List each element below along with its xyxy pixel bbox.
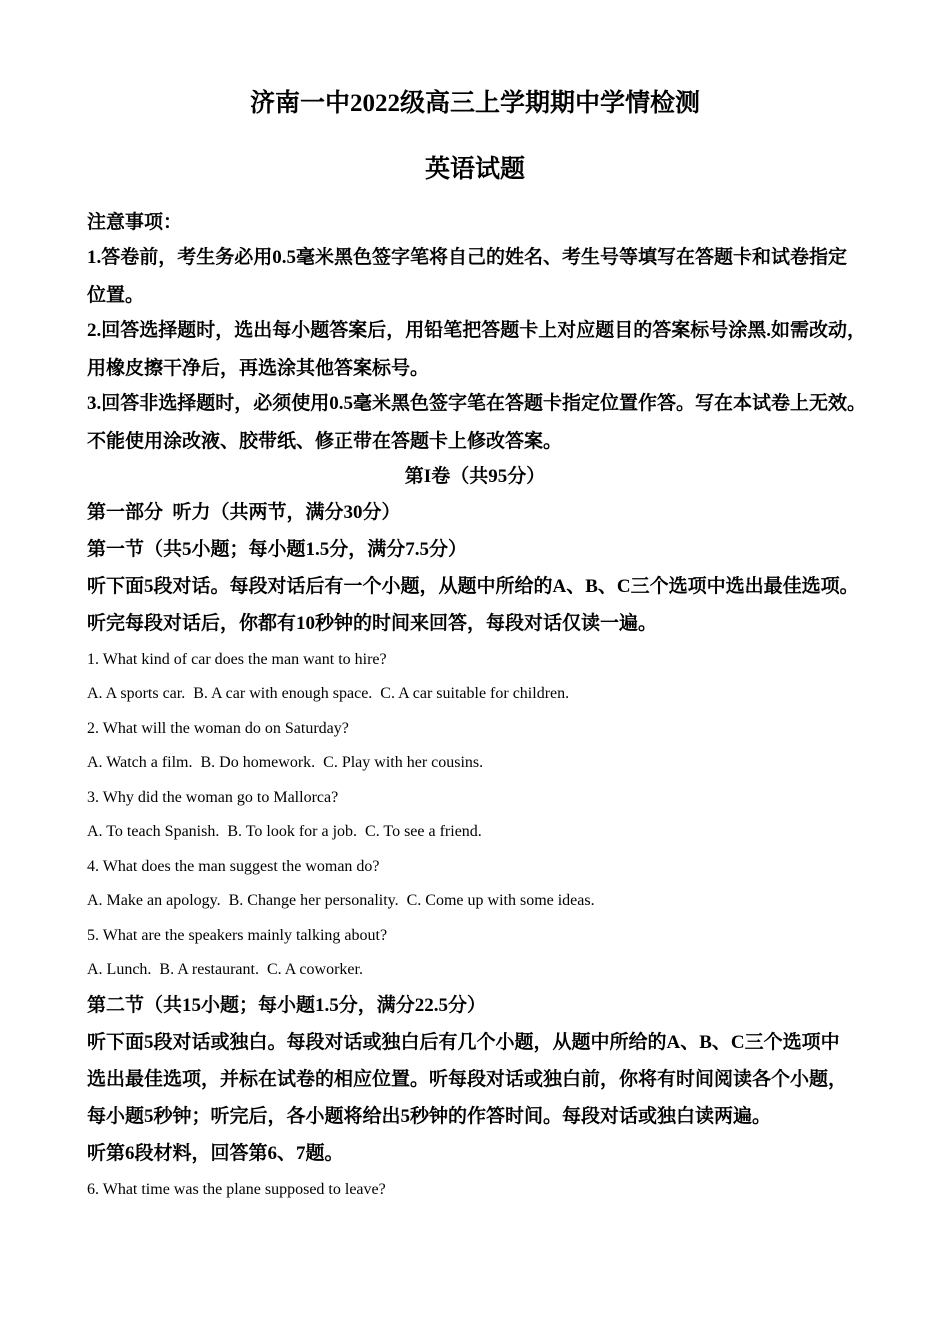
volume-heading: 第I卷（共95分） bbox=[404, 466, 546, 487]
question-3: 3. Why did the woman go to Mallorca? bbox=[87, 789, 339, 806]
notice-line: 用橡皮擦干净后，再选涂其他答案标号。 bbox=[87, 358, 430, 379]
question-4: 4. What does the man suggest the woman do? bbox=[87, 858, 380, 875]
notice-line: 2.回答选择题时，选出每小题答案后，用铅笔把答题卡上对应题目的答案标号涂黑.如需改动， bbox=[87, 320, 867, 341]
question-6: 6. What time was the plane supposed to leave? bbox=[87, 1181, 386, 1198]
notice-line: 1.答卷前，考生务必用0.5毫米黑色签字笔将自己的姓名、考生号等填写在答题卡和试卷指定 bbox=[87, 247, 848, 268]
options-1: A. A sports car. B. A car with enough space. C. A car suitable for children. bbox=[87, 685, 570, 702]
page-title: 济南一中2022级高三上学期期中学情检测 bbox=[249, 90, 700, 117]
question-2: 2. What will the woman do on Saturday? bbox=[87, 720, 349, 737]
part1-heading: 第一部分 听力（共两节，满分30分） bbox=[87, 502, 401, 523]
options-3: A. To teach Spanish. B. To look for a job. C. To see a friend. bbox=[87, 823, 482, 840]
notice-heading: 注意事项： bbox=[87, 212, 183, 233]
section2-instruction: 每小题5秒钟；听完后，各小题将给出5秒钟的作答时间。每段对话或独白读两遍。 bbox=[87, 1106, 772, 1127]
section1-instruction: 听下面5段对话。每段对话后有一个小题，从题中所给的A、B、C三个选项中选出最佳选项。 bbox=[87, 576, 859, 597]
options-2: A. Watch a film. B. Do homework. C. Play with her cousins. bbox=[87, 754, 484, 771]
page-subtitle: 英语试题 bbox=[424, 156, 525, 183]
section2-instruction: 听下面5段对话或独白。每段对话或独白后有几个小题，从题中所给的A、B、C三个选项中 bbox=[87, 1032, 840, 1053]
section2-heading: 第二节（共15小题；每小题1.5分，满分22.5分） bbox=[87, 995, 487, 1016]
question-5: 5. What are the speakers mainly talking about? bbox=[87, 927, 388, 944]
section2-instruction: 选出最佳选项，并标在试卷的相应位置。听每段对话或独白前，你将有时间阅读各个小题， bbox=[87, 1069, 848, 1090]
section1-heading: 第一节（共5小题；每小题1.5分，满分7.5分） bbox=[87, 539, 468, 560]
section1-instruction: 听完每段对话后，你都有10秒钟的时间来回答，每段对话仅读一遍。 bbox=[87, 613, 658, 634]
notice-line: 不能使用涂改液、胶带纸、修正带在答题卡上修改答案。 bbox=[87, 431, 563, 452]
options-4: A. Make an apology. B. Change her personality. C. Come up with some ideas. bbox=[87, 892, 595, 909]
material-heading: 听第6段材料，回答第6、7题。 bbox=[87, 1143, 344, 1164]
options-5: A. Lunch. B. A restaurant. C. A coworker. bbox=[87, 961, 363, 978]
question-1: 1. What kind of car does the man want to hire? bbox=[87, 651, 387, 668]
notice-line: 位置。 bbox=[87, 285, 145, 306]
notice-line: 3.回答非选择题时，必须使用0.5毫米黑色签字笔在答题卡指定位置作答。写在本试卷上无效。 bbox=[87, 393, 867, 414]
